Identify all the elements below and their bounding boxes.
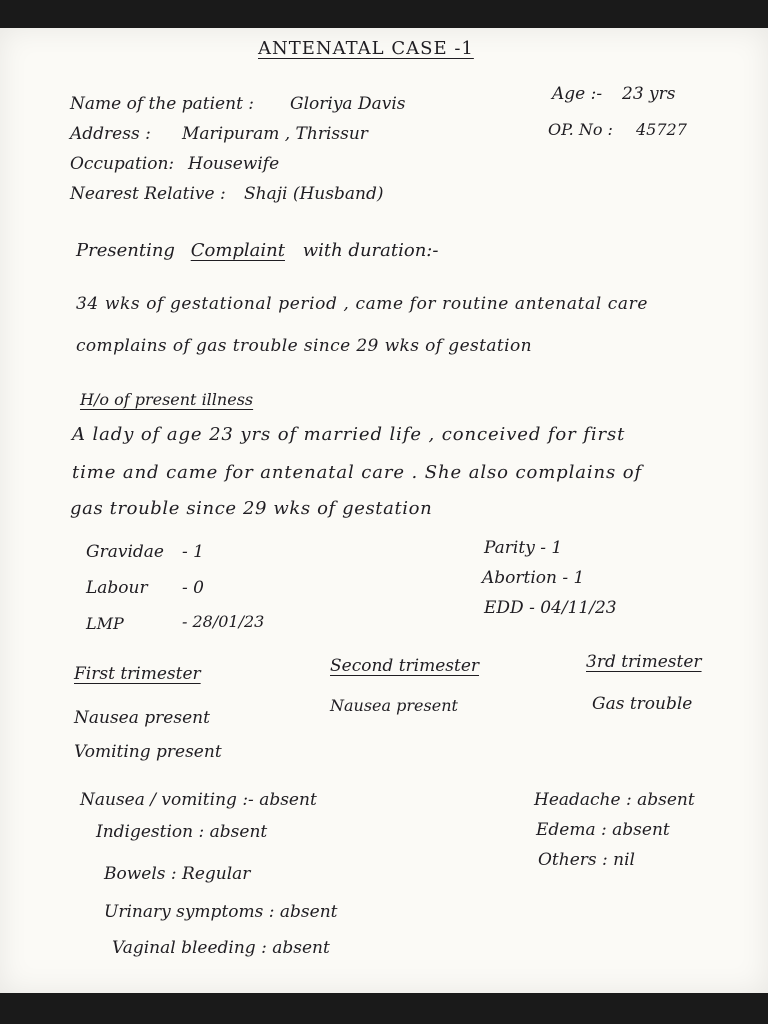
labour-label: Labour	[86, 578, 148, 598]
vaginal-bleeding: Vaginal bleeding : absent	[112, 938, 330, 958]
op-number-label: OP. No :	[548, 120, 613, 139]
address-label: Address :	[70, 124, 151, 144]
page-title: ANTENATAL CASE -1	[258, 38, 474, 59]
complaint-heading-underlined: Complaint	[190, 240, 285, 261]
history-line-2: time and came for antenatal care . She also complains of	[72, 462, 643, 483]
gravidae-label: Gravidae	[86, 542, 164, 562]
complaint-heading-post: with duration:-	[302, 240, 439, 261]
lmp-value: - 28/01/23	[182, 612, 265, 631]
edd: EDD - 04/11/23	[484, 598, 617, 618]
op-number-value: 45727	[636, 120, 687, 139]
bowels: Bowels : Regular	[104, 864, 251, 884]
parity: Parity - 1	[484, 538, 563, 558]
history-line-3: gas trouble since 29 wks of gestation	[70, 498, 433, 519]
lmp-label: LMP	[86, 614, 124, 633]
occupation-value: Housewife	[188, 154, 280, 174]
complaint-line-2: complains of gas trouble since 29 wks of gestation	[76, 336, 532, 356]
relative-label: Nearest Relative :	[70, 184, 226, 204]
history-heading: H/o of present illness	[80, 390, 254, 409]
first-trimester-item-1: Nausea present	[74, 708, 210, 728]
age-value: 23 yrs	[622, 84, 676, 104]
others: Others : nil	[538, 850, 635, 870]
patient-name-label: Name of the patient :	[70, 94, 255, 114]
address-value: Maripuram , Thrissur	[182, 124, 368, 144]
edema: Edema : absent	[536, 820, 670, 840]
history-line-1: A lady of age 23 yrs of married life , conceived for first	[72, 424, 626, 445]
second-trimester-heading: Second trimester	[330, 656, 480, 676]
complaint-line-1: 34 wks of gestational period , came for routine antenatal care	[76, 294, 649, 314]
nausea-vomiting: Nausea / vomiting :- absent	[80, 790, 317, 810]
third-trimester-item-1: Gas trouble	[592, 694, 693, 714]
third-trimester-heading: 3rd trimester	[586, 652, 702, 672]
gravidae-value: - 1	[182, 542, 204, 562]
complaint-heading-pre: Presenting	[76, 240, 175, 261]
abortion: Abortion - 1	[482, 568, 585, 588]
labour-value: - 0	[182, 578, 204, 598]
handwritten-page	[0, 28, 768, 993]
relative-value: Shaji (Husband)	[244, 184, 384, 204]
occupation-label: Occupation:	[70, 154, 175, 174]
age-label: Age :-	[552, 84, 603, 104]
first-trimester-heading: First trimester	[74, 664, 201, 684]
first-trimester-item-2: Vomiting present	[74, 742, 222, 762]
indigestion: Indigestion : absent	[96, 822, 268, 842]
headache: Headache : absent	[534, 790, 695, 810]
second-trimester-item-1: Nausea present	[330, 696, 458, 715]
patient-name-value: Gloriya Davis	[290, 94, 406, 114]
urinary-symptoms: Urinary symptoms : absent	[104, 902, 338, 922]
complaint-heading	[76, 242, 438, 260]
